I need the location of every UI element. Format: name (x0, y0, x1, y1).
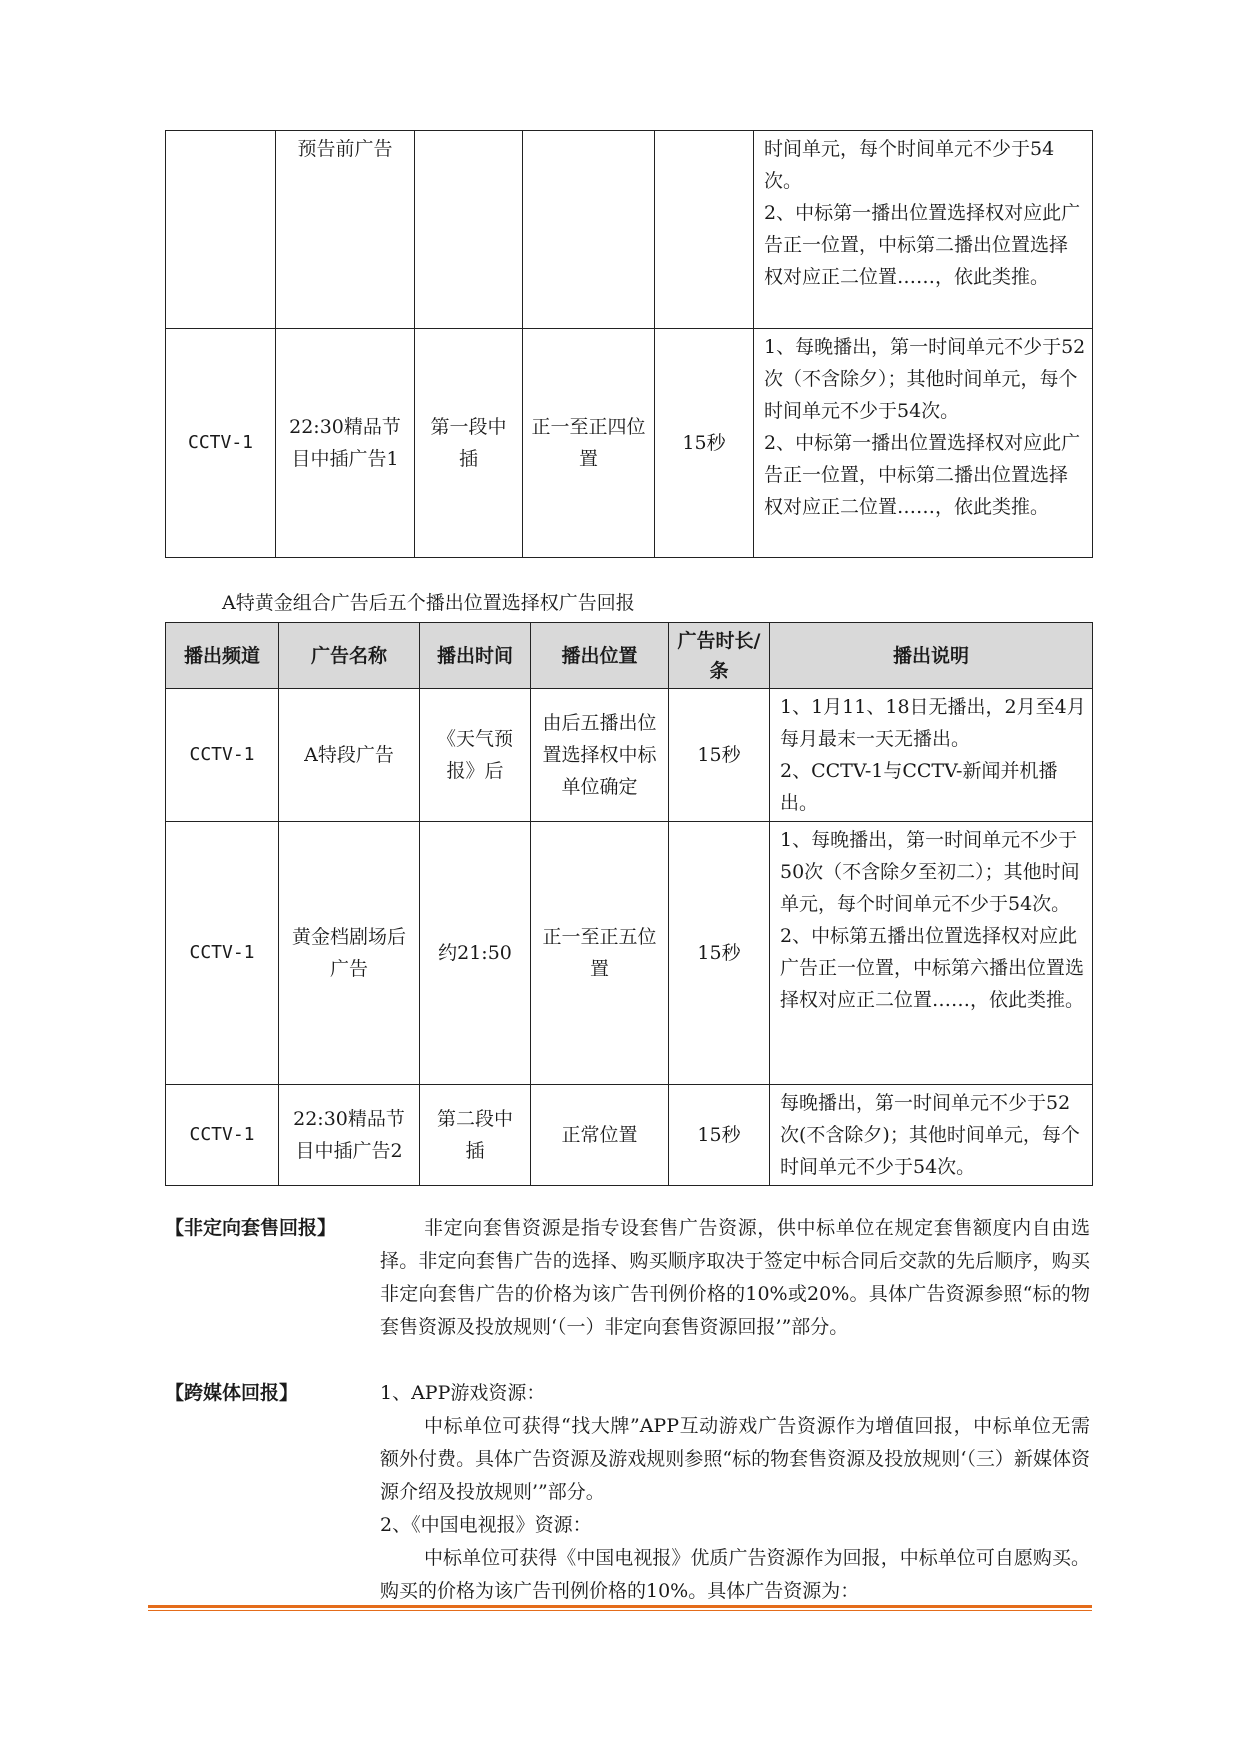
cell-time: 约21:50 (420, 822, 531, 1085)
table-row (166, 1085, 1093, 1186)
table-row (166, 131, 1093, 329)
item-title-tv-weekly: 2、《中国电视报》资源： (380, 1514, 592, 1536)
section-cross-media (165, 1377, 1090, 1608)
cell-duration: 15秒 (655, 329, 754, 558)
cell-channel: CCTV-1 (166, 822, 279, 1085)
cell-description: 1、每晚播出，第一时间单元不少于52次（不含除夕）；其他时间单元，每个时间单元不少于54次。 2、中标第一播出位置选择权对应此广告正一位置，中标第二播出位置选择权对应正二位置……，依此类推。 (754, 329, 1093, 558)
cell-ad-name: 预告前广告 (276, 131, 415, 329)
cell-description: 每晚播出，第一时间单元不少于52次(不含除夕)；其他时间单元，每个时间单元不少于54次。 (770, 1085, 1093, 1186)
item-text-app: 中标单位可获得“找大牌”APP互动游戏广告资源作为增值回报，中标单位无需额外付费。具体广告资源及游戏规则参照“标的物套售资源及投放规则‘（三）新媒体资源介绍及投放规则’”部分。 (380, 1415, 1090, 1503)
cell-channel: CCTV-1 (166, 689, 279, 822)
section-label: 【非定向套售回报】 (165, 1217, 337, 1239)
table-header-row (166, 623, 1093, 689)
cell-duration: 15秒 (669, 822, 770, 1085)
cell-duration (655, 131, 754, 329)
footer-divider (148, 1605, 1092, 1608)
cell-ad-name: 黄金档剧场后广告 (279, 822, 420, 1085)
item-text-tv-weekly: 中标单位可获得《中国电视报》优质广告资源作为回报，中标单位可自愿购买。购买的价格为该广告刊例价格的10%。具体广告资源为： (380, 1547, 1090, 1602)
header-duration: 广告时长/条 (669, 623, 770, 689)
table-caption: A特黄金组合广告后五个播出位置选择权广告回报 (222, 592, 635, 614)
header-time: 播出时间 (420, 623, 531, 689)
cell-duration: 15秒 (669, 689, 770, 822)
cell-position: 由后五播出位置选择权中标单位确定 (531, 689, 669, 822)
cell-position: 正一至正五位置 (531, 822, 669, 1085)
header-channel: 播出频道 (166, 623, 279, 689)
table-row (166, 329, 1093, 558)
section-paragraph: 非定向套售资源是指专设套售广告资源，供中标单位在规定套售额度内自由选择。非定向套售广告的选择、购买顺序取决于签定中标合同后交款的先后顺序，购买非定向套售广告的价格为该广告刊例价格的10%或20%。具体广告资源参照“标的物套售资源及投放规则‘（一）非定向套售资源回报’”部分。 (380, 1217, 1090, 1338)
cell-position: 正一至正四位置 (523, 329, 655, 558)
table-row (166, 822, 1093, 1085)
header-description: 播出说明 (770, 623, 1093, 689)
section-label: 【跨媒体回报】 (165, 1382, 299, 1404)
cell-channel: CCTV-1 (166, 1085, 279, 1186)
cell-ad-name: 22:30精品节目中插广告2 (279, 1085, 420, 1186)
cell-ad-name: 22:30精品节目中插广告1 (276, 329, 415, 558)
cell-time (415, 131, 523, 329)
cell-time: 《天气预报》后 (420, 689, 531, 822)
header-ad-name: 广告名称 (279, 623, 420, 689)
cell-description: 1、每晚播出，第一时间单元不少于50次（不含除夕至初二）；其他时间单元，每个时间单元不少于54次。 2、中标第五播出位置选择权对应此广告正一位置，中标第六播出位置选择权对应正二位置……，依此类推。 (770, 822, 1093, 1085)
footer-divider-thin (148, 1610, 1092, 1611)
header-position: 播出位置 (531, 623, 669, 689)
cell-channel (166, 131, 276, 329)
cell-channel: CCTV-1 (166, 329, 276, 558)
cell-time: 第二段中插 (420, 1085, 531, 1186)
cell-ad-name: A特段广告 (279, 689, 420, 822)
cell-duration: 15秒 (669, 1085, 770, 1186)
cell-position: 正常位置 (531, 1085, 669, 1186)
cell-position (523, 131, 655, 329)
cell-description: 1、1月11、18日无播出，2月至4月每月最末一天无播出。 2、CCTV-1与CCTV-新闻并机播出。 (770, 689, 1093, 822)
section-non-directed (165, 1212, 1090, 1344)
cell-time: 第一段中插 (415, 329, 523, 558)
table-a-special-returns (165, 622, 1093, 1186)
table-row (166, 689, 1093, 822)
table-continued (165, 130, 1093, 558)
cell-description: 时间单元，每个时间单元不少于54次。 2、中标第一播出位置选择权对应此广告正一位置，中标第二播出位置选择权对应正二位置……，依此类推。 (754, 131, 1093, 329)
item-title-app: 1、APP游戏资源： (380, 1382, 546, 1404)
